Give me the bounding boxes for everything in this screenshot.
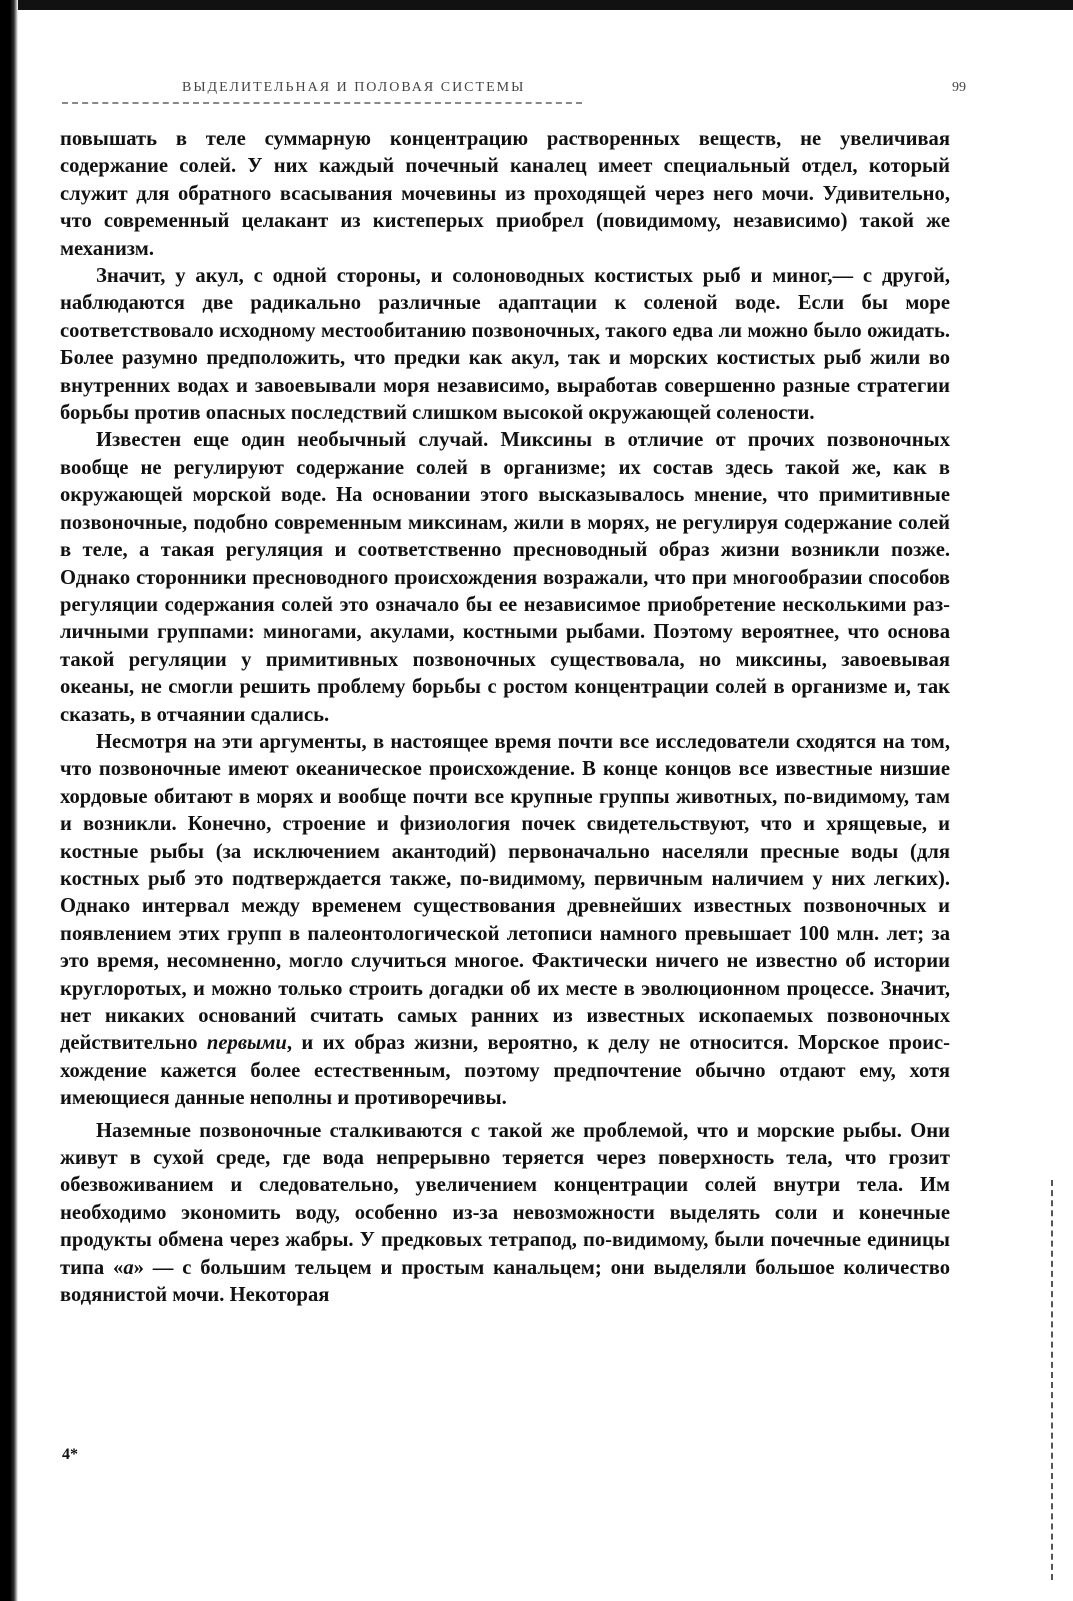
scan-edge-top [0,0,1073,10]
page-number: 99 [952,80,966,95]
paragraph-4-emphasis: первыми [206,1032,287,1055]
paragraph-1: повышать в теле суммарную концентрацию растворенных веществ, не увеличивая содержание солей. У них каждый почечный каналец имеет специальный отдел, который служит для обратного всасывания мочевины из проходящей через него мочи. Удивительно, что современный целакант из кистеперых приобрел (повидимому, независимо) такой же механизм. [60,128,950,260]
running-head [62,76,966,106]
paragraph-5 [60,1118,950,1310]
header-rule [62,102,582,104]
paragraph-4-text-before: Несмотря на эти аргументы, в настоящее время почти все исследователи сходятся на том, что позвоночные имеют океаническое происхождение. В конце концов все известные низшие хордовые обитают в морях и вообще почти все крупные группы животных, по-видимому, там и возникли. Конечно, строение и физиология почек свидетельствуют, что и хрящевые, и костные рыбы (за исключением акантодий) первоначально населяли пресные воды (для костных рыб это подтверждается также, по-видимому, первичным наличием у них легких). Однако интервал между временем существования древнейших известных позвоночных и появлением этих групп в палеонтологической летописи намного превышает 100 млн. лет; за это время, несомненно, могло случиться многое. Фактически ничего не известно об истории круглоротых, и можно только строить догадки об их месте в эволюционном процессе. Значит, нет никаких оснований считать самых ранних из известных ископаемых позвоночных действительно [60,730,950,1055]
paragraph-5-text-before: Наземные позвоночные сталкиваются с такой же проблемой, что и морские рыбы. Они живут в сухой среде, где вода непрерывно теряется через поверхность тела, что грозит обезвоживанием и следовательно, увеличением концентрации солей внутри тела. Им необходимо экономить воду, особенно из-за невозможности выделять соли и конечные продукты обмена через жабры. У предковых тетрапод, по-видимому, были почечные единицы типа « [60,1119,950,1279]
paragraph-5-text-after: » — с большим тельцем и простым канальцем; они выделяли большое количество водянистой мочи. Некоторая [60,1256,951,1307]
paragraph-3: Известен еще один необычный случай. Миксины в отличие от прочих позвоночных вообще не регулируют содержание солей в организме; их состав здесь такой же, как в окружающей морской воде. На основании этого высказывалось мнение, что примитивные позвоночные, подобно современным миксинам, жили в морях, не регулируя содержание солей в теле, а такая регуляция и соответственно пресноводный образ жизни возникли позже. Однако сторонники пресноводного происхождения возражали, что при многообразии способов регуляции содержания солей это означало бы ее независимое приобретение несколькими различными группами: миногами, акулами, костными рыбами. Поэтому вероятнее, что основа такой регуляции у примитивных позвоночных существовала, но миксины, завоевывая океаны, не смогли решить проблему борьбы с ростом концентрации солей в организме и, так сказать, в отчаянии сдались. [60,429,950,726]
running-title: ВЫДЕЛИТЕЛЬНАЯ И ПОЛОВАЯ СИСТЕМЫ [182,80,526,95]
paragraph-4 [60,729,950,1113]
scan-edge-right [1051,1180,1055,1580]
body-text [60,126,950,1309]
paragraph-2: Значит, у акул, с одной стороны, и солоноводных костистых рыб и миног,— с другой, наблюдаются две радикально различные адаптации к соленой воде. Если бы море соответствовало исходному местообитанию позвоночных, такого едва ли можно было ожидать. Более разумно предположить, что предки как акул, так и морских костистых рыб жили во внутренних водах и завоевывали моря независимо, выработав совершенно разные стратегии борьбы против опасных последствий слишком высокой окружающей солености. [60,265,950,425]
paragraph-4-text-after: , и их образ жизни, вероятно, к делу не относится. Морское происхождение кажется более естественным, поэтому предпочтение обычно отдают ему, хотя имеющиеся данные неполны и противоречивы. [60,1032,950,1110]
signature-mark: 4* [62,1446,78,1463]
paragraph-5-emphasis: а [123,1256,134,1279]
scan-edge-left [0,0,18,1601]
